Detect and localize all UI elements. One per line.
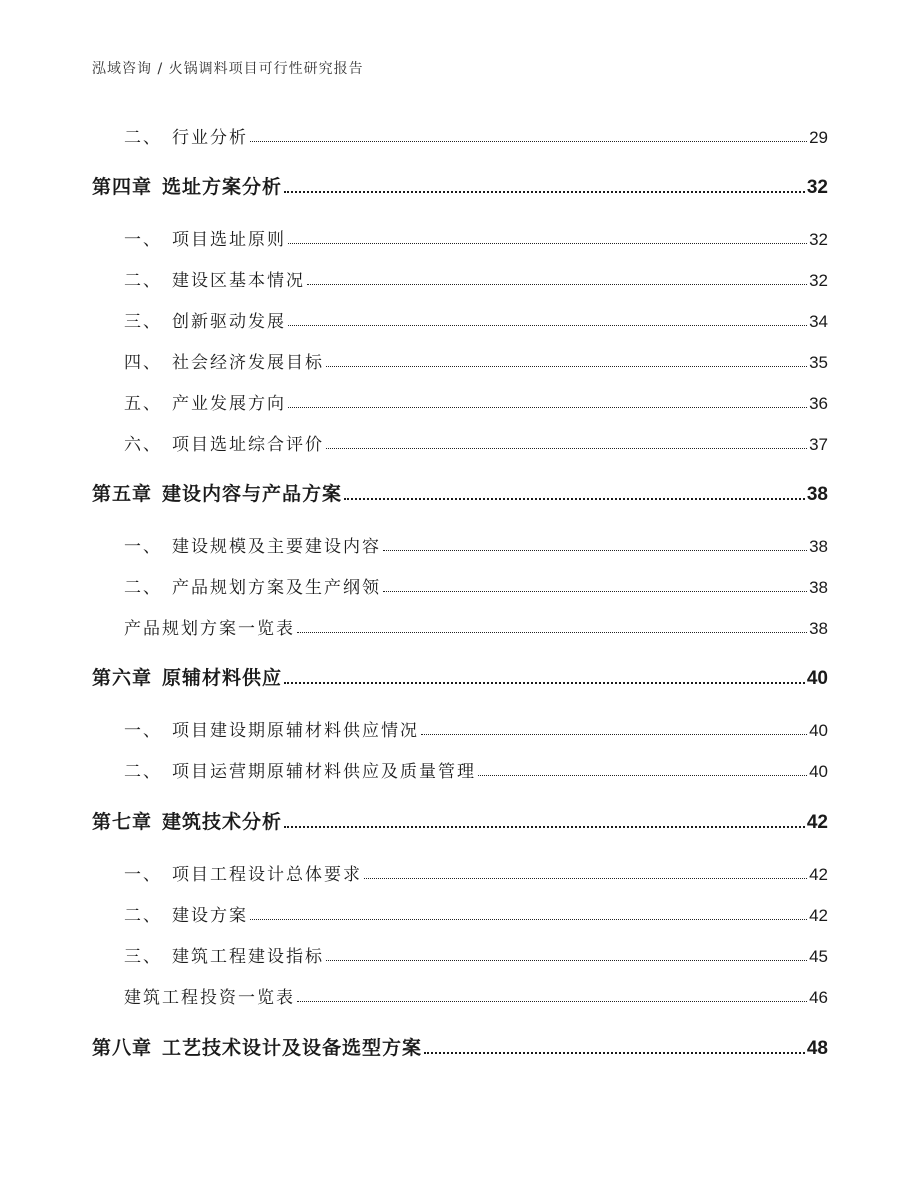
toc-title: 产品规划方案及生产纲领 [172,578,381,598]
page-number: 32 [809,230,828,249]
dot-leader [383,591,807,592]
toc-chapter[interactable]: 第七章 建筑技术分析 42 [92,811,828,833]
toc-entry[interactable]: 五、 产业发展方向 36 [124,394,828,414]
dot-leader [421,734,807,735]
dot-leader [307,284,807,285]
toc-title: 社会经济发展目标 [172,353,324,373]
toc-title: 产品规划方案一览表 [124,619,295,639]
page-number: 34 [809,312,828,331]
page-number: 32 [809,271,828,290]
page-number: 40 [809,721,828,740]
toc-title: 工艺技术设计及设备选型方案 [162,1037,423,1059]
toc-chapter[interactable]: 第四章 选址方案分析 32 [92,176,828,198]
toc-chapter[interactable]: 第八章 工艺技术设计及设备选型方案 48 [92,1037,828,1059]
page-number: 48 [806,1038,828,1059]
page-number: 35 [809,353,828,372]
toc-title: 项目选址原则 [172,230,286,250]
running-header: 泓域咨询 / 火锅调料项目可行性研究报告 [92,61,364,77]
page-number: 36 [809,394,828,413]
page-number: 38 [809,537,828,556]
toc-entry[interactable]: 一、 项目选址原则 32 [124,230,828,250]
toc-title: 建筑技术分析 [162,811,283,833]
toc-title: 项目选址综合评价 [172,435,324,455]
dot-leader [284,191,805,193]
dot-leader [478,775,807,776]
toc-title: 建设内容与产品方案 [162,483,343,505]
toc-title: 创新驱动发展 [172,312,286,332]
page-number: 38 [809,578,828,597]
dot-leader [250,919,807,920]
dot-leader [364,878,807,879]
page-number: 42 [809,906,828,925]
page-number: 32 [806,177,828,198]
toc-title: 建设区基本情况 [172,271,305,291]
page-number: 42 [809,865,828,884]
dot-leader [288,407,807,408]
dot-leader [383,550,807,551]
toc-title: 项目建设期原辅材料供应情况 [172,721,419,741]
toc-entry[interactable]: 二、 建设方案 42 [124,906,828,926]
toc-entry[interactable]: 一、 项目工程设计总体要求 42 [124,865,828,885]
dot-leader [297,1001,807,1002]
toc-title: 建设规模及主要建设内容 [172,537,381,557]
toc-title: 项目运营期原辅材料供应及质量管理 [172,762,476,782]
dot-leader [424,1052,805,1054]
toc-entry[interactable] [92,611,828,639]
toc-title: 产业发展方向 [172,394,286,414]
page-number: 29 [809,128,828,147]
page-number: 46 [809,988,828,1007]
dot-leader [326,448,807,449]
toc-entry[interactable]: 二、 项目运营期原辅材料供应及质量管理 40 [124,762,828,782]
toc-entry[interactable]: 一、 项目建设期原辅材料供应情况 40 [124,721,828,741]
toc-entry[interactable]: 六、 项目选址综合评价 37 [124,435,828,455]
toc-title: 建筑工程投资一览表 [124,988,295,1008]
page-number: 40 [806,668,828,689]
dot-leader [288,325,807,326]
toc-title: 原辅材料供应 [162,667,283,689]
toc-title: 项目工程设计总体要求 [172,865,362,885]
dot-leader [344,498,805,500]
toc-title: 行业分析 [172,128,248,148]
page-number: 38 [809,619,828,638]
page-number: 45 [809,947,828,966]
dot-leader [284,682,805,684]
dot-leader [288,243,807,244]
page-number: 42 [806,812,828,833]
toc-entry[interactable] [92,980,828,1008]
dot-leader [297,632,807,633]
toc-entry[interactable]: 四、 社会经济发展目标 35 [124,353,828,373]
toc-chapter[interactable]: 第六章 原辅材料供应 40 [92,667,828,689]
dot-leader [326,366,807,367]
toc-entry[interactable]: 三、 建筑工程建设指标 45 [124,947,828,967]
page-number: 37 [809,435,828,454]
toc-entry[interactable]: 二、 产品规划方案及生产纲领 38 [124,578,828,598]
page-number: 40 [809,762,828,781]
page-number: 38 [806,484,828,505]
dot-leader [284,826,805,828]
toc-chapter[interactable]: 第五章 建设内容与产品方案 38 [92,483,828,505]
toc-entry[interactable]: 一、 建设规模及主要建设内容 38 [124,537,828,557]
dot-leader [326,960,807,961]
toc-entry[interactable]: 二、 行业分析 29 [124,128,828,148]
toc-title: 建筑工程建设指标 [172,947,324,967]
toc-entry[interactable]: 三、 创新驱动发展 34 [124,312,828,332]
dot-leader [250,141,807,142]
toc-title: 选址方案分析 [162,176,283,198]
toc-entry[interactable]: 二、 建设区基本情况 32 [124,271,828,291]
toc-title: 建设方案 [172,906,248,926]
